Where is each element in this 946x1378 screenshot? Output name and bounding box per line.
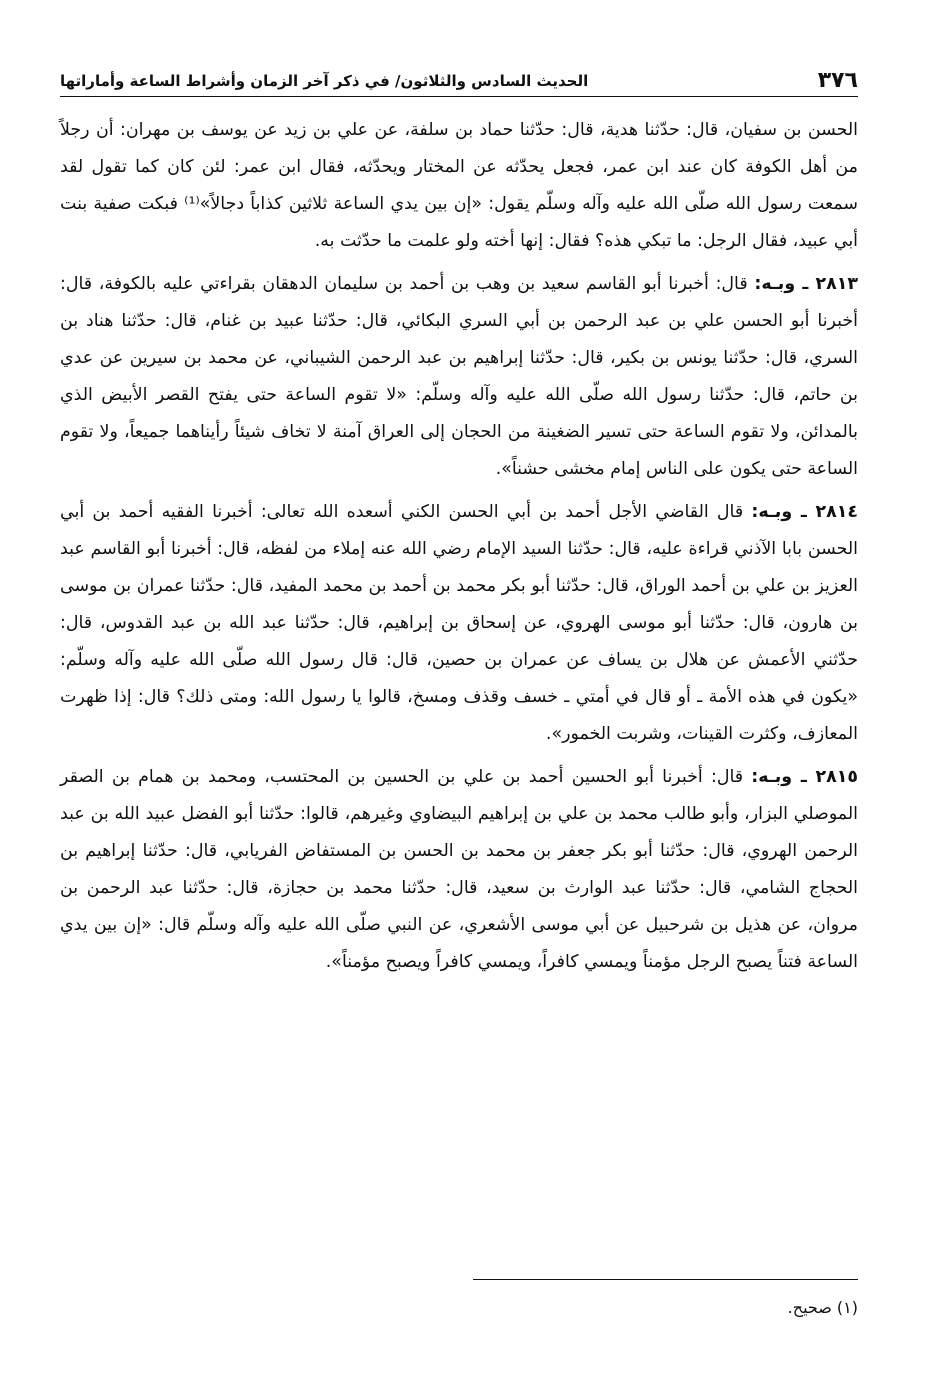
paragraph-text: الحسن بن سفيان، قال: حدّثنا هدية، قال: حدّثنا حماد بن سلفة، عن علي بن زيد عن يوسف بن مهران: أن رجلاً من أهل الكوفة كان عند ابن عمر، فجعل يحدّثه عن المختار ويحدّثه، فقال ابن عمر: لئن كان كما تقول لقد سمعت رسول الله صلّى الله عليه وآله وسلّم يقول: «إن بين يدي الساعة ثلاثين كذاباً دجالاً»⁽¹⁾ فبكت صفية بنت أبي عبيد، فقال الرجل: ما تبكي هذه؟ فقال: إنها أخته ولو علمت ما حدّثت به. bbox=[60, 120, 858, 251]
paragraph-continuation bbox=[60, 112, 858, 260]
hadith-2815 bbox=[60, 759, 858, 981]
running-title: الحديث السادس والثلاثون/ في ذكر آخر الزمان وأشراط الساعة وأماراتها bbox=[60, 72, 589, 90]
paragraph-text: قال: أخبرنا أبو القاسم سعيد بن وهب بن أحمد بن سليمان الدهقان بقراءتي عليه بالكوفة، قال: أخبرنا أبو الحسن علي بن عبد الرحمن بن أبي السري البكائي، قال: حدّثنا عبيد بن غنام، قال: حدّثنا هناد بن السري، قال: حدّثنا يونس بن بكير، قال: حدّثنا إبراهيم بن عبد الرحمن الشيباني، عن محمد بن سيرين عن عدي بن حاتم، قال: حدّثنا رسول الله صلّى الله عليه وآله وسلّم: «لا تقوم الساعة حتى يفتح القصر الأبيض الذي بالمدائن، ولا تقوم الساعة حتى تسير الضغينة من الحجان إلى العراق آمنة لا تخاف شيئاً رأيناهما جميعاً، ولا تقوم الساعة حتى يكون على الناس إمام مخشى حشناً». bbox=[60, 274, 858, 479]
page-number: ٣٧٦ bbox=[817, 68, 858, 93]
hadith-number: ٢٨١٣ ـ وبـه: bbox=[754, 274, 858, 294]
hadith-number: ٢٨١٥ ـ وبـه: bbox=[751, 767, 858, 787]
page-header bbox=[60, 56, 858, 97]
hadith-2813 bbox=[60, 266, 858, 488]
footnote-divider bbox=[473, 1279, 858, 1280]
paragraph-text: قال القاضي الأجل أحمد بن أبي الحسن الكني أسعده الله تعالى: أخبرنا الفقيه أحمد بن أبي الحسن بابا الآذني قراءة عليه، قال: حدّثنا السيد الإمام رضي الله عنه إملاء من لفظه، قال: أخبرنا أبو القاسم عبد العزيز بن علي بن أحمد الوراق، قال: حدّثنا أبو بكر محمد بن أحمد بن محمد المفيد، قال: حدّثنا عمران بن موسى بن هارون، قال: حدّثنا أبو موسى الهروي، عن إسحاق بن إبراهيم، قال: حدّثنا عبد الله بن عبد القدوس، قال: حدّثني الأعمش عن هلال بن يساف عن عمران بن حصين، قال: قال رسول الله صلّى الله عليه وآله وسلّم: «يكون في هذه الأمة ـ أو قال في أمتي ـ خسف وقذف ومسخ، قالوا يا رسول الله: ومتى ذلك؟ قال: إذا ظهرت المعازف، وكثرت القينات، وشربت الخمور». bbox=[60, 502, 858, 744]
hadith-2814 bbox=[60, 494, 858, 753]
paragraph-text: قال: أخبرنا أبو الحسين أحمد بن علي بن الحسين بن المحتسب، ومحمد بن همام بن الصقر الموصلي البزار، وأبو طالب محمد بن علي بن إبراهيم البيضاوي وغيرهم، قالوا: حدّثنا أبو الفضل عبيد الله بن عبد الرحمن الهروي، قال: حدّثنا أبو بكر جعفر بن محمد بن الحسن بن المستفاض الفريابي، قال: حدّثنا إبراهيم بن الحجاج الشامي، قال: حدّثنا عبد الوارث بن سعيد، قال: حدّثنا محمد بن حجازة، قال: حدّثنا عبد الرحمن بن مروان، عن هذيل بن شرحبيل عن أبي موسى الأشعري، عن النبي صلّى الله عليه وآله وسلّم قال: «إن بين يدي الساعة فتناً يصبح الرجل مؤمناً ويمسي كافراً، ويمسي كافراً ويصبح مؤمناً». bbox=[60, 767, 858, 972]
body-text bbox=[60, 112, 858, 981]
footnote: (١) صحيح. bbox=[787, 1298, 858, 1317]
hadith-number: ٢٨١٤ ـ وبـه: bbox=[751, 502, 858, 522]
